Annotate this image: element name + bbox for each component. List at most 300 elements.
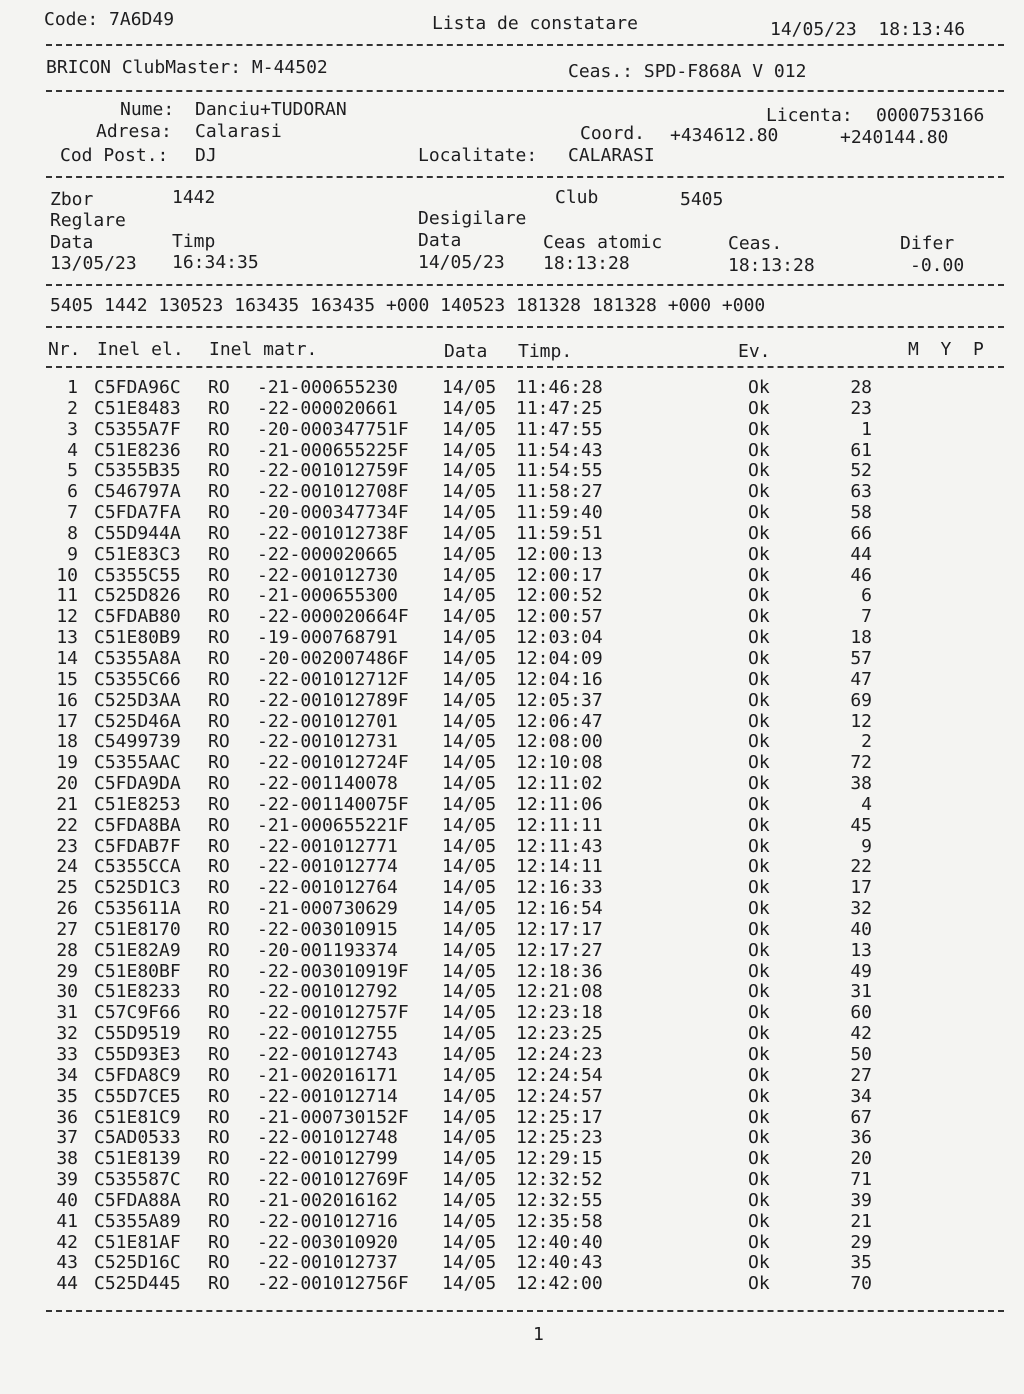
ring-electronic: C5FDA88A <box>94 1189 181 1211</box>
row-number: 8 <box>67 522 78 544</box>
ring-electronic: C5FDA9DA <box>94 773 181 795</box>
arrival-time: 12:08:00 <box>516 731 603 753</box>
pigeon-position: 57 <box>850 647 872 669</box>
name-label: Nume: <box>120 99 175 120</box>
ring-country: RO <box>208 522 230 544</box>
table-row <box>0 607 1024 628</box>
event-status: Ok <box>748 668 770 690</box>
row-number: 29 <box>56 960 78 982</box>
pigeon-position: 60 <box>850 1002 872 1024</box>
arrival-time: 12:17:17 <box>516 918 603 940</box>
table-row <box>0 1066 1024 1087</box>
event-status: Ok <box>748 1085 770 1107</box>
ring-electronic: C535611A <box>94 898 181 920</box>
event-status: Ok <box>748 418 770 440</box>
row-number: 25 <box>56 877 78 899</box>
arrival-time: 12:00:13 <box>516 543 603 565</box>
row-number: 5 <box>67 460 78 482</box>
ring-matriculation: -21-000655300 <box>257 585 398 607</box>
arrival-date: 14/05 <box>442 835 497 857</box>
arrival-time: 12:11:02 <box>516 773 603 795</box>
arrival-date: 14/05 <box>442 773 497 795</box>
table-row <box>0 962 1024 983</box>
ring-matriculation: -22-001012759F <box>257 460 409 482</box>
event-status: Ok <box>748 502 770 524</box>
divider <box>46 176 1004 178</box>
arrival-time: 12:00:17 <box>516 564 603 586</box>
event-status: Ok <box>748 1127 770 1149</box>
table-row <box>0 1191 1024 1212</box>
ring-electronic: C5FDA8BA <box>94 814 181 836</box>
row-number: 31 <box>56 1002 78 1024</box>
arrival-date: 14/05 <box>442 1064 497 1086</box>
arrival-time: 12:10:08 <box>516 752 603 774</box>
ring-electronic: C5355CCA <box>94 856 181 878</box>
report-code: Code: 7A6D49 <box>44 9 175 30</box>
ring-matriculation: -22-001140078 <box>257 773 398 795</box>
ring-country: RO <box>208 647 230 669</box>
ring-electronic: C51E83C3 <box>94 543 181 565</box>
ring-matriculation: -22-001012738F <box>257 522 409 544</box>
club-value: 5405 <box>680 189 724 210</box>
ring-electronic: C525D46A <box>94 710 181 732</box>
ring-country: RO <box>208 835 230 857</box>
arrival-date: 14/05 <box>442 1169 497 1191</box>
ring-matriculation: -22-001012737 <box>257 1252 398 1274</box>
pigeon-position: 28 <box>850 377 872 398</box>
ring-matriculation: -22-001012708F <box>257 481 409 503</box>
pigeon-position: 12 <box>850 710 872 732</box>
table-row <box>0 691 1024 712</box>
ring-matriculation: -21-000730629 <box>257 898 398 920</box>
table-row <box>0 1149 1024 1170</box>
event-status: Ok <box>748 1002 770 1024</box>
ring-matriculation: -22-000020665 <box>257 543 398 565</box>
event-status: Ok <box>748 1148 770 1170</box>
arrival-time: 12:35:58 <box>516 1210 603 1232</box>
des-date: 14/05/23 <box>418 252 505 273</box>
table-row <box>0 1024 1024 1045</box>
ring-country: RO <box>208 1189 230 1211</box>
table-row <box>0 399 1024 420</box>
pigeon-position: 72 <box>850 752 872 774</box>
pigeon-position: 36 <box>850 1127 872 1149</box>
ring-country: RO <box>208 1169 230 1191</box>
ring-country: RO <box>208 1252 230 1274</box>
ring-matriculation: -22-003010920 <box>257 1231 398 1253</box>
event-status: Ok <box>748 898 770 920</box>
arrival-date: 14/05 <box>442 668 497 690</box>
ring-matriculation: -22-001012774 <box>257 856 398 878</box>
row-number: 33 <box>56 1044 78 1065</box>
arrival-time: 12:40:43 <box>516 1252 603 1274</box>
table-row <box>0 774 1024 795</box>
arrival-time: 12:40:40 <box>516 1231 603 1253</box>
row-number: 11 <box>56 585 78 607</box>
pigeon-position: 46 <box>850 564 872 586</box>
arrival-time: 11:54:43 <box>516 439 603 461</box>
arrival-date: 14/05 <box>442 460 497 482</box>
arrival-date: 14/05 <box>442 710 497 732</box>
arrival-date: 14/05 <box>442 1148 497 1170</box>
row-number: 40 <box>56 1189 78 1211</box>
ring-electronic: C5FDAB80 <box>94 606 181 628</box>
ring-country: RO <box>208 377 230 398</box>
row-number: 12 <box>56 606 78 628</box>
ring-matriculation: -21-000655225F <box>257 439 409 461</box>
pigeon-position: 44 <box>850 543 872 565</box>
table-row <box>0 670 1024 691</box>
ring-matriculation: -22-001012757F <box>257 1002 409 1024</box>
clock-time: 18:13:28 <box>728 255 815 276</box>
arrival-time: 12:05:37 <box>516 689 603 711</box>
table-row <box>0 795 1024 816</box>
row-number: 20 <box>56 773 78 795</box>
clock-model: Ceas.: SPD-F868A V 012 <box>568 61 807 82</box>
row-number: 42 <box>56 1231 78 1253</box>
owner-name: Danciu+TUDORAN <box>195 99 347 120</box>
license-label: Licenta: <box>766 105 853 126</box>
arrival-date: 14/05 <box>442 1273 497 1295</box>
row-number: 43 <box>56 1252 78 1274</box>
arrival-date: 14/05 <box>442 1210 497 1232</box>
divider <box>46 326 1004 328</box>
event-status: Ok <box>748 1169 770 1191</box>
event-status: Ok <box>748 1023 770 1045</box>
ring-electronic: C525D826 <box>94 585 181 607</box>
table-row <box>0 816 1024 837</box>
arrival-date: 14/05 <box>442 543 497 565</box>
arrival-date: 14/05 <box>442 814 497 836</box>
col-timp: Timp. <box>518 341 573 362</box>
event-status: Ok <box>748 752 770 774</box>
ring-matriculation: -20-000347734F <box>257 502 409 524</box>
ring-country: RO <box>208 773 230 795</box>
row-number: 17 <box>56 710 78 732</box>
row-number: 1 <box>67 377 78 398</box>
ring-matriculation: -22-001012769F <box>257 1169 409 1191</box>
locality-value: CALARASI <box>568 145 655 166</box>
reg-time-label: Timp <box>172 231 216 252</box>
ring-electronic: C55D944A <box>94 522 181 544</box>
zbor-label: Zbor <box>50 189 94 210</box>
ring-country: RO <box>208 939 230 961</box>
arrival-time: 11:59:40 <box>516 502 603 524</box>
table-row <box>0 441 1024 462</box>
col-inel-matr: Inel matr. <box>209 339 318 360</box>
report-title: Lista de constatare <box>432 13 638 34</box>
table-row <box>0 712 1024 733</box>
row-number: 19 <box>56 752 78 774</box>
arrival-date: 14/05 <box>442 1002 497 1024</box>
row-number: 6 <box>67 481 78 503</box>
arrival-date: 14/05 <box>442 1106 497 1128</box>
arrival-time: 12:24:57 <box>516 1085 603 1107</box>
ring-matriculation: -22-001012724F <box>257 752 409 774</box>
ring-matriculation: -22-003010915 <box>257 918 398 940</box>
pigeon-position: 39 <box>850 1189 872 1211</box>
pigeon-position: 67 <box>850 1106 872 1128</box>
row-number: 32 <box>56 1023 78 1045</box>
table-row <box>0 1212 1024 1233</box>
col-nr: Nr. <box>48 339 81 360</box>
arrival-date: 14/05 <box>442 606 497 628</box>
ring-electronic: C5499739 <box>94 731 181 753</box>
ring-matriculation: -22-000020664F <box>257 606 409 628</box>
row-number: 18 <box>56 731 78 753</box>
table-row <box>0 1253 1024 1274</box>
reg-date-label: Data <box>50 232 94 253</box>
arrival-date: 14/05 <box>442 397 497 419</box>
ring-country: RO <box>208 481 230 503</box>
pigeon-position: 34 <box>850 1085 872 1107</box>
arrival-date: 14/05 <box>442 898 497 920</box>
ring-matriculation: -20-001193374 <box>257 939 398 961</box>
ring-matriculation: -21-000730152F <box>257 1106 409 1128</box>
ring-matriculation: -22-001012730 <box>257 564 398 586</box>
pigeon-position: 13 <box>850 939 872 961</box>
ring-electronic: C51E8170 <box>94 918 181 940</box>
table-row <box>0 899 1024 920</box>
pigeon-position: 52 <box>850 460 872 482</box>
table-row <box>0 753 1024 774</box>
pigeon-position: 4 <box>861 793 872 815</box>
pigeon-position: 45 <box>850 814 872 836</box>
table-row <box>0 566 1024 587</box>
ring-country: RO <box>208 418 230 440</box>
clock-label: Ceas. <box>728 233 783 254</box>
pigeon-position: 31 <box>850 981 872 1003</box>
event-status: Ok <box>748 856 770 878</box>
reg-date: 13/05/23 <box>50 253 137 274</box>
ring-country: RO <box>208 502 230 524</box>
event-status: Ok <box>748 939 770 961</box>
postal-value: DJ <box>195 145 217 166</box>
ring-matriculation: -22-000020661 <box>257 397 398 419</box>
event-status: Ok <box>748 439 770 461</box>
ring-country: RO <box>208 543 230 565</box>
pigeon-position: 63 <box>850 481 872 503</box>
pigeon-position: 27 <box>850 1064 872 1086</box>
ring-country: RO <box>208 668 230 690</box>
event-status: Ok <box>748 710 770 732</box>
pigeon-position: 47 <box>850 668 872 690</box>
ring-country: RO <box>208 397 230 419</box>
ring-matriculation: -19-000768791 <box>257 627 398 649</box>
table-row <box>0 878 1024 899</box>
arrival-date: 14/05 <box>442 502 497 524</box>
page-number: 1 <box>533 1324 544 1345</box>
pigeon-position: 58 <box>850 502 872 524</box>
arrival-date: 14/05 <box>442 1044 497 1065</box>
arrival-time: 12:04:09 <box>516 647 603 669</box>
ring-matriculation: -22-001012771 <box>257 835 398 857</box>
row-number: 30 <box>56 981 78 1003</box>
pigeon-position: 42 <box>850 1023 872 1045</box>
ring-electronic: C51E80BF <box>94 960 181 982</box>
arrival-time: 11:47:25 <box>516 397 603 419</box>
pigeon-position: 17 <box>850 877 872 899</box>
row-number: 26 <box>56 898 78 920</box>
ring-matriculation: -21-002016162 <box>257 1189 398 1211</box>
pigeon-position: 61 <box>850 439 872 461</box>
arrival-time: 12:17:27 <box>516 939 603 961</box>
pigeon-position: 66 <box>850 522 872 544</box>
arrival-date: 14/05 <box>442 689 497 711</box>
table-row <box>0 649 1024 670</box>
row-number: 44 <box>56 1273 78 1295</box>
ring-country: RO <box>208 1148 230 1170</box>
event-status: Ok <box>748 773 770 795</box>
row-number: 14 <box>56 647 78 669</box>
ring-matriculation: -22-001012789F <box>257 689 409 711</box>
arrival-time: 12:29:15 <box>516 1148 603 1170</box>
arrival-date: 14/05 <box>442 1127 497 1149</box>
arrival-time: 12:00:52 <box>516 585 603 607</box>
pigeon-position: 29 <box>850 1231 872 1253</box>
ring-matriculation: -22-001012716 <box>257 1210 398 1232</box>
ring-matriculation: -22-003010919F <box>257 960 409 982</box>
ring-electronic: C51E8233 <box>94 981 181 1003</box>
event-status: Ok <box>748 522 770 544</box>
table-row <box>0 628 1024 649</box>
event-status: Ok <box>748 647 770 669</box>
arrival-date: 14/05 <box>442 1252 497 1274</box>
arrival-date: 14/05 <box>442 877 497 899</box>
ring-matriculation: -22-001012712F <box>257 668 409 690</box>
pigeon-position: 21 <box>850 1210 872 1232</box>
row-number: 35 <box>56 1085 78 1107</box>
row-number: 38 <box>56 1148 78 1170</box>
locality-label: Localitate: <box>418 145 538 166</box>
club-label: Club <box>555 187 599 208</box>
event-status: Ok <box>748 981 770 1003</box>
ring-country: RO <box>208 981 230 1003</box>
col-myp: M Y P <box>908 339 984 360</box>
ring-electronic: C55D9519 <box>94 1023 181 1045</box>
ring-matriculation: -20-002007486F <box>257 647 409 669</box>
ring-matriculation: -22-001012764 <box>257 877 398 899</box>
pigeon-position: 22 <box>850 856 872 878</box>
divider <box>46 284 1004 286</box>
arrival-time: 12:16:33 <box>516 877 603 899</box>
table-row <box>0 378 1024 399</box>
ring-country: RO <box>208 564 230 586</box>
event-status: Ok <box>748 793 770 815</box>
ring-matriculation: -22-001140075F <box>257 793 409 815</box>
arrival-time: 12:25:17 <box>516 1106 603 1128</box>
address-label: Adresa: <box>96 121 172 142</box>
ring-matriculation: -22-001012714 <box>257 1085 398 1107</box>
arrival-date: 14/05 <box>442 377 497 398</box>
arrival-time: 12:32:52 <box>516 1169 603 1191</box>
event-status: Ok <box>748 627 770 649</box>
ring-country: RO <box>208 960 230 982</box>
row-number: 39 <box>56 1169 78 1191</box>
arrival-date: 14/05 <box>442 793 497 815</box>
table-row <box>0 482 1024 503</box>
pigeon-position: 71 <box>850 1169 872 1191</box>
event-status: Ok <box>748 460 770 482</box>
arrival-date: 14/05 <box>442 918 497 940</box>
arrival-date: 14/05 <box>442 752 497 774</box>
arrival-date: 14/05 <box>442 564 497 586</box>
table-row <box>0 1087 1024 1108</box>
difer-label: Difer <box>900 233 955 254</box>
event-status: Ok <box>748 397 770 419</box>
table-row <box>0 982 1024 1003</box>
reg-time: 16:34:35 <box>172 252 259 273</box>
ring-country: RO <box>208 877 230 899</box>
ring-electronic: C5FDA8C9 <box>94 1064 181 1086</box>
ring-matriculation: -22-001012799 <box>257 1148 398 1170</box>
arrival-date: 14/05 <box>442 522 497 544</box>
arrival-date: 14/05 <box>442 939 497 961</box>
coord-label: Coord. <box>580 123 646 144</box>
pigeon-position: 50 <box>850 1044 872 1065</box>
arrival-time: 11:58:27 <box>516 481 603 503</box>
atomic-clock-label: Ceas atomic <box>543 232 663 253</box>
row-number: 21 <box>56 793 78 815</box>
ring-matriculation: -21-000655221F <box>257 814 409 836</box>
arrival-date: 14/05 <box>442 481 497 503</box>
event-status: Ok <box>748 377 770 398</box>
ring-electronic: C535587C <box>94 1169 181 1191</box>
table-row <box>0 1003 1024 1024</box>
ring-country: RO <box>208 439 230 461</box>
zbor-value: 1442 <box>172 187 216 208</box>
arrival-date: 14/05 <box>442 627 497 649</box>
ring-matriculation: -21-000655230 <box>257 377 398 398</box>
arrival-time: 12:21:08 <box>516 981 603 1003</box>
arrival-date: 14/05 <box>442 585 497 607</box>
postal-label: Cod Post.: <box>60 145 169 166</box>
ring-matriculation: -22-001012792 <box>257 981 398 1003</box>
pigeon-position: 38 <box>850 773 872 795</box>
arrival-time: 12:23:18 <box>516 1002 603 1024</box>
ring-country: RO <box>208 752 230 774</box>
row-number: 37 <box>56 1127 78 1149</box>
ring-electronic: C5FDAB7F <box>94 835 181 857</box>
pigeon-position: 23 <box>850 397 872 419</box>
row-number: 34 <box>56 1064 78 1086</box>
divider <box>46 1310 1004 1312</box>
arrival-date: 14/05 <box>442 647 497 669</box>
ring-country: RO <box>208 793 230 815</box>
arrival-date: 14/05 <box>442 1085 497 1107</box>
arrival-date: 14/05 <box>442 1023 497 1045</box>
ring-electronic: C546797A <box>94 481 181 503</box>
event-status: Ok <box>748 918 770 940</box>
pigeon-position: 18 <box>850 627 872 649</box>
ring-country: RO <box>208 1002 230 1024</box>
arrival-date: 14/05 <box>442 731 497 753</box>
event-status: Ok <box>748 1231 770 1253</box>
pigeon-position: 40 <box>850 918 872 940</box>
ring-electronic: C5FDA7FA <box>94 502 181 524</box>
ring-country: RO <box>208 1064 230 1086</box>
ring-electronic: C51E8483 <box>94 397 181 419</box>
arrival-date: 14/05 <box>442 418 497 440</box>
ring-electronic: C5AD0533 <box>94 1127 181 1149</box>
arrival-time: 12:42:00 <box>516 1273 603 1295</box>
ring-electronic: C5355AAC <box>94 752 181 774</box>
ring-matriculation: -22-001012731 <box>257 731 398 753</box>
row-number: 2 <box>67 397 78 419</box>
results-table <box>0 378 1024 1295</box>
row-number: 13 <box>56 627 78 649</box>
ring-electronic: C55D93E3 <box>94 1044 181 1065</box>
